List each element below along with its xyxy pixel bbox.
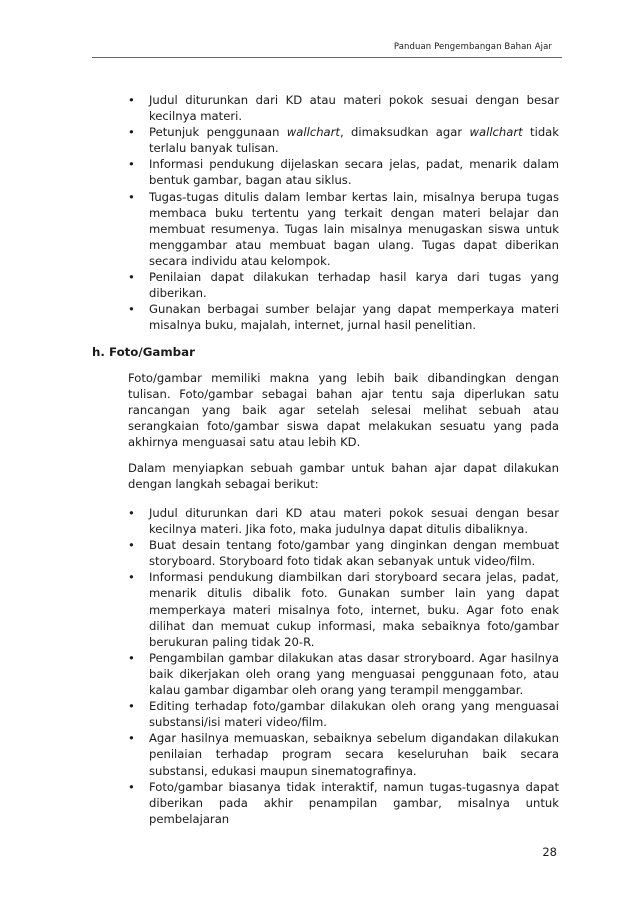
list-item: • Foto/gambar biasanya tidak interaktif, namun tugas-tugasnya dapat diberikan pada akhir penampilan gambar, misalnya untuk pembelajaran [128, 779, 559, 827]
header-rule [92, 57, 562, 58]
steps-intro-paragraph: Dalam menyiapkan sebuah gambar untuk bahan ajar dapat dilakukan dengan langkah sebagai berikut: [128, 461, 559, 492]
list-item: • Agar hasilnya memuaskan, sebaiknya sebelum digandakan dilakukan penilaian terhadap program secara keseluruhan baik secara substansi, edukasi maupun sinematografinya. [128, 730, 559, 778]
list-item: • Informasi pendukung dijelaskan secara jelas, padat, menarik dalam bentuk gambar, bagan atau siklus. [128, 156, 559, 188]
running-header: Panduan Pengembangan Bahan Ajar [393, 42, 552, 52]
list-item: • Penilaian dapat dilakukan terhadap hasil karya dari tugas yang diberikan. [128, 269, 559, 301]
section-heading: h. Foto/Gambar [92, 345, 195, 359]
list-item: • Editing terhadap foto/gambar dilakukan oleh orang yang menguasai substansi/isi materi video/film. [128, 698, 559, 730]
intro-paragraph: Foto/gambar memiliki makna yang lebih baik dibandingkan dengan tulisan. Foto/gambar sebagai bahan ajar tentu saja diperlukan satu rancangan yang baik agar setelah selesai melihat sebuah atau serangkaian foto/gambar siswa dapat melakukan sesuatu yang pada akhirnya menguasai satu atau lebih KD. [128, 371, 559, 450]
photo-steps-list [128, 505, 559, 827]
list-item: • Tugas-tugas ditulis dalam lembar kertas lain, misalnya berupa tugas membaca buku tertentu yang terkait dengan materi belajar dan membuat resumenya. Tugas lain misalnya menugaskan siswa untuk menggambar atau membuat bagan ulang. Tugas dapat diberikan secara individu atau kelompok. [128, 189, 559, 269]
wallchart-guidelines-list [128, 92, 559, 333]
list-item: • Informasi pendukung diambilkan dari storyboard secara jelas, padat, menarik ditulis dibalik foto. Gunakan sumber lain yang dapat memperkaya materi misalnya foto, internet, buku. Agar foto enak dilihat dan memuat cukup informasi, maka sebaiknya foto/gambar berukuran paling tidak 20-R. [128, 569, 559, 649]
list-item: • Buat desain tentang foto/gambar yang dinginkan dengan membuat storyboard. Storyboard foto tidak akan sebanyak untuk video/film. [128, 537, 559, 569]
list-item: • Pengambilan gambar dilakukan atas dasar stroryboard. Agar hasilnya baik dikerjakan oleh orang yang menguasai penggunaan foto, atau kalau gambar digambar oleh orang yang terampil menggambar. [128, 650, 559, 698]
list-item: • Gunakan berbagai sumber belajar yang dapat memperkaya materi misalnya buku, majalah, internet, jurnal hasil penelitian. [128, 301, 559, 333]
list-item: • Petunjuk penggunaan wallchart, dimaksudkan agar wallchart tidak terlalu banyak tulisan. [128, 124, 559, 156]
page-number: 28 [542, 845, 557, 859]
list-item: • Judul diturunkan dari KD atau materi pokok sesuai dengan besar kecilnya materi. Jika foto, maka judulnya dapat ditulis dibaliknya. [128, 505, 559, 537]
list-item: • Judul diturunkan dari KD atau materi pokok sesuai dengan besar kecilnya materi. [128, 92, 559, 124]
